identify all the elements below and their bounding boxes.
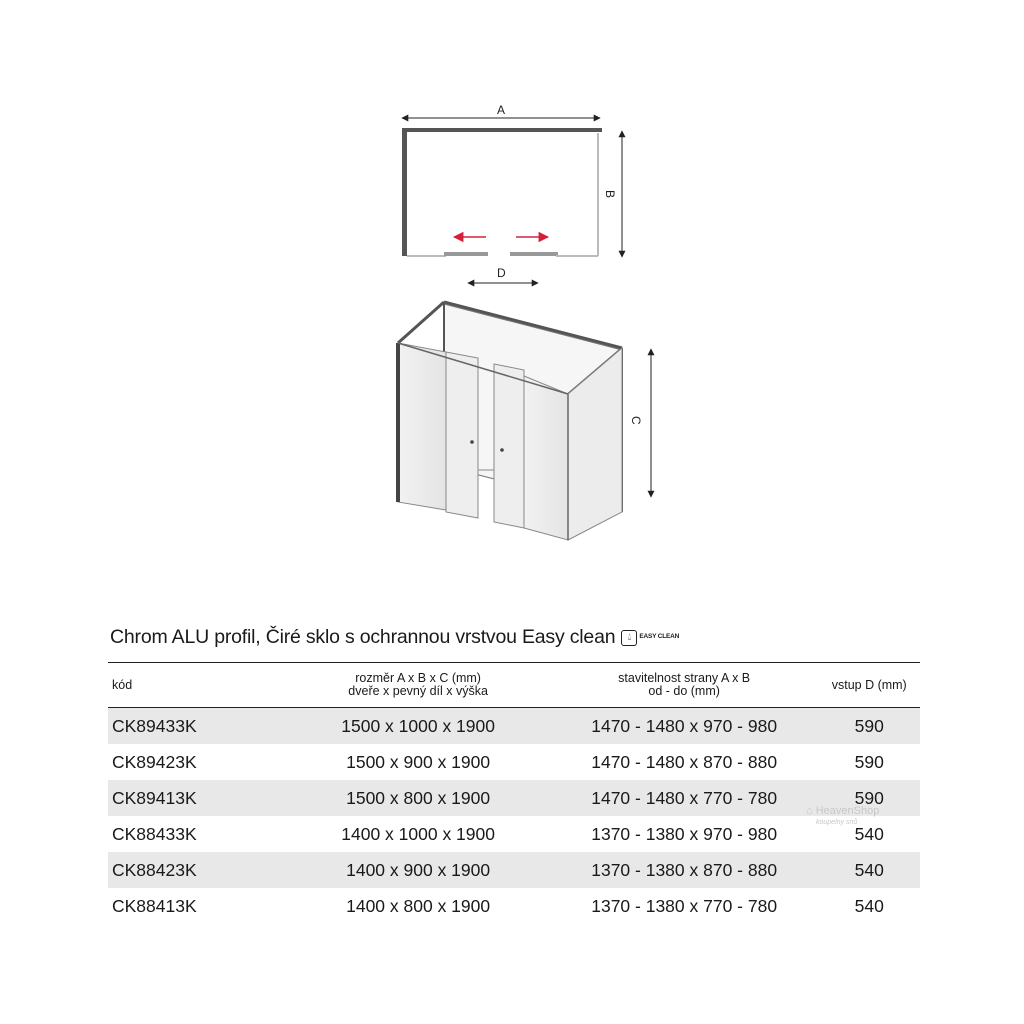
cell-entry: 590 xyxy=(818,708,920,745)
table-title xyxy=(110,626,680,649)
header-size xyxy=(286,663,549,708)
cell-code: CK88423K xyxy=(108,852,286,888)
door-handle-left xyxy=(470,440,474,444)
cell-entry: 590 xyxy=(818,780,920,816)
table-row xyxy=(108,780,920,816)
dimension-a-label: A xyxy=(497,103,506,117)
watermark-logo-icon: ⌂ xyxy=(806,805,813,817)
easy-clean-badge xyxy=(621,630,680,646)
header-adjust xyxy=(550,663,819,708)
product-table xyxy=(108,662,920,924)
table-row xyxy=(108,744,920,780)
easy-clean-text: EASY CLEAN xyxy=(639,633,680,641)
top-left-rail xyxy=(398,302,444,343)
water-drop-icon: 💧︎ xyxy=(621,630,637,646)
cell-entry: 540 xyxy=(854,823,884,844)
cell-entry: 590 xyxy=(854,751,884,772)
front-door-left xyxy=(446,352,478,518)
cell-adjust: 1370 - 1380 x 970 - 980 xyxy=(591,823,778,844)
cell-adjust: 1370 - 1380 x 770 - 780 xyxy=(591,895,778,916)
table-row xyxy=(108,816,920,852)
cell-adjust: 1470 - 1480 x 970 - 980 xyxy=(550,708,819,745)
table-title-text: Chrom ALU profil, Čiré sklo s ochrannou vrstvou Easy clean xyxy=(110,626,616,648)
cell-adjust: 1470 - 1480 x 870 - 880 xyxy=(591,751,778,772)
dimension-b-label: B xyxy=(603,190,617,199)
cell-size: 1400 x 1000 x 1900 xyxy=(341,823,495,844)
plan-view xyxy=(402,103,622,283)
table-row xyxy=(108,852,920,888)
perspective-view xyxy=(398,302,651,540)
front-fixed-panel-right xyxy=(524,376,568,540)
cell-size: 1500 x 1000 x 1900 xyxy=(286,708,549,745)
cell-size: 1500 x 900 x 1900 xyxy=(346,751,491,772)
cell-size: 1400 x 800 x 1900 xyxy=(346,895,491,916)
watermark-brand: HeavenShop xyxy=(815,805,880,817)
watermark xyxy=(806,806,879,828)
cell-entry: 540 xyxy=(854,895,884,916)
cell-size: 1400 x 900 x 1900 xyxy=(286,852,549,888)
front-door-right xyxy=(494,364,524,528)
dimension-c-label: C xyxy=(629,416,643,425)
door-handle-right xyxy=(500,448,504,452)
cell-entry: 540 xyxy=(818,852,920,888)
cell-adjust: 1370 - 1380 x 870 - 880 xyxy=(550,852,819,888)
header-entry: vstup D (mm) xyxy=(818,663,920,708)
cell-adjust: 1470 - 1480 x 770 - 780 xyxy=(550,780,819,816)
table-row xyxy=(108,888,920,924)
cell-code: CK89413K xyxy=(108,780,286,816)
front-fixed-panel-left xyxy=(398,343,446,510)
watermark-tagline: koupelny snů xyxy=(816,819,858,826)
cell-code: CK89433K xyxy=(108,708,286,745)
header-adjust-line2: od - do (mm) xyxy=(648,684,720,698)
sliding-door-left xyxy=(444,252,488,256)
top-frame-bar xyxy=(402,128,602,132)
sliding-door-right xyxy=(510,252,558,256)
header-size-line2: dveře x pevný díl x výška xyxy=(348,684,488,698)
header-size-line1: rozměr A x B x C (mm) xyxy=(355,671,481,685)
cell-code: CK88433K xyxy=(112,823,197,844)
cell-size: 1500 x 800 x 1900 xyxy=(286,780,549,816)
table-header-row xyxy=(108,663,920,708)
header-code: kód xyxy=(108,663,286,708)
table-row xyxy=(108,708,920,745)
cell-code: CK88413K xyxy=(112,895,197,916)
left-wall xyxy=(402,130,407,256)
cell-code: CK89423K xyxy=(112,751,197,772)
dimension-d-label: D xyxy=(497,266,506,280)
header-adjust-line1: stavitelnost strany A x B xyxy=(618,671,751,685)
